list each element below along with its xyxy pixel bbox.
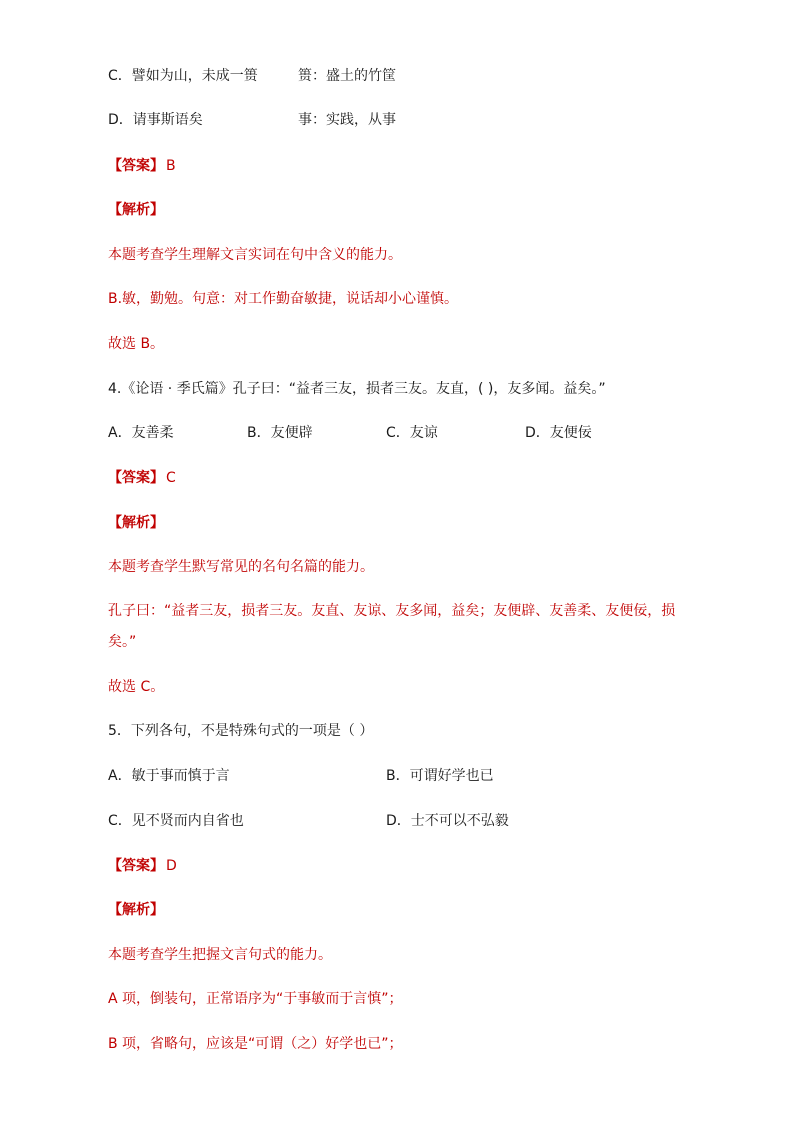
q3-analysis-tag: 【解析】 [108,202,164,218]
q3-option-c-row [108,66,396,86]
answer-value: D [166,858,177,874]
q4-option-c: C．友谅 [386,425,438,441]
q4-option-d: D．友便佞 [525,425,592,441]
q5-option-c: C．见不贤而内自省也 [108,813,244,829]
q4-analysis-line2: 孔子曰：“益者三友，损者三友。友直、友谅、友多闻，益矣；友便辟、友善柔、友便佞，损矣。” [108,603,676,650]
q3-option-d: D．请事斯语矣 [108,112,203,128]
answer-tag: 【答案】 [108,858,164,874]
q3-analysis-line2: B.敏，勤勉。句意：对工作勤奋敏捷，说话却小心谨慎。 [108,291,459,307]
q3-option-d-gloss: 事：实践，从事 [298,112,396,128]
answer-tag: 【答案】 [108,158,164,174]
q5-analysis-tag: 【解析】 [108,902,164,918]
q3-option-c-gloss: 篑：盛土的竹筐 [298,68,396,84]
q5-analysis-line3: B 项，省略句，应该是“可谓（之）好学也已”； [108,1036,403,1052]
q5-stem: 5．下列各句，不是特殊句式的一项是（ ） [108,723,374,739]
q5-answer [108,856,177,876]
q5-options-row2 [108,811,509,831]
q5-option-a: A．敏于事而慎于言 [108,768,230,784]
q4-stem: 4.《论语 · 季氏篇》孔子曰：“益者三友，损者三友。友直，( )，友多闻。益矣。” [108,381,606,397]
q3-analysis-line1: 本题考查学生理解文言实词在句中含义的能力。 [108,247,402,263]
q5-options-row1 [108,766,494,786]
q3-option-c: C．譬如为山，未成一篑 [108,68,258,84]
q4-option-b: B．友便辟 [247,425,313,441]
q4-answer [108,468,176,488]
q4-options [108,423,592,443]
answer-value: B [166,158,176,174]
q3-conclusion: 故选 B。 [108,336,165,352]
q4-analysis-line1: 本题考查学生默写常见的名句名篇的能力。 [108,559,374,575]
q4-option-a: A．友善柔 [108,425,174,441]
answer-value: C [166,470,176,486]
q4-conclusion: 故选 C。 [108,679,165,695]
q5-analysis-line2: A 项，倒装句，正常语序为“于事敏而于言慎”； [108,991,403,1007]
q5-option-b: B．可谓好学也已 [386,768,494,784]
q3-answer [108,156,176,176]
answer-tag: 【答案】 [108,470,164,486]
q5-option-d: D．士不可以不弘毅 [386,813,509,829]
q3-option-d-row [108,110,396,130]
q4-analysis-tag: 【解析】 [108,515,164,531]
q5-analysis-line1: 本题考查学生把握文言句式的能力。 [108,947,332,963]
